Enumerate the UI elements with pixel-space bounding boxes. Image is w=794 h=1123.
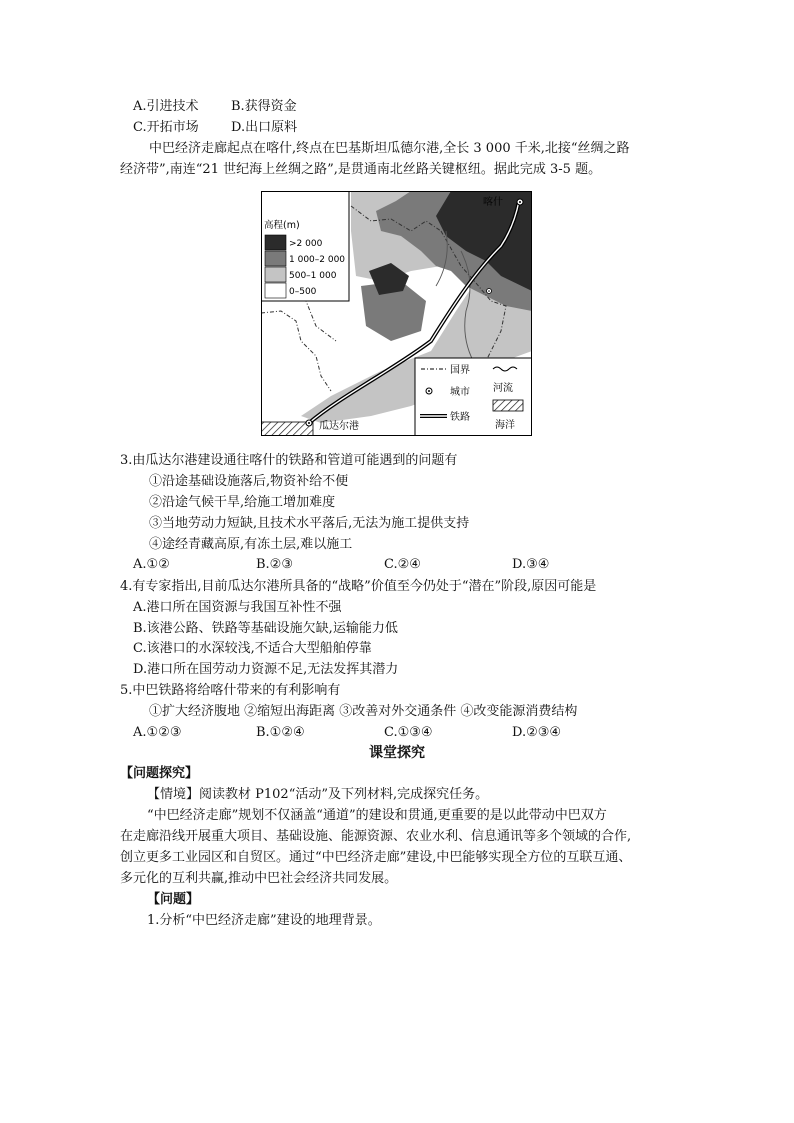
swatch-above-2000: [265, 235, 286, 250]
level-0-500: 0–500: [289, 287, 317, 297]
q3-item-1: ①沿途基础设施落后,物资补给不便: [149, 474, 349, 489]
legend-border-label: 国界: [450, 365, 470, 376]
corridor-map: [261, 191, 532, 436]
q3-item-4: ④途经青藏高原,有冻土层,难以施工: [149, 537, 353, 552]
q5-option-d: D.②③④: [512, 725, 562, 740]
legend-ocean-symbol: [493, 400, 523, 411]
question-1: 1.分析“中巴经济走廊”建设的地理背景。: [147, 913, 381, 928]
swatch-1000-2000: [265, 251, 286, 266]
q3-item-3: ③当地劳动力短缺,且技术水平落后,无法为施工提供支持: [149, 516, 470, 531]
q5-stem: 5.中巴铁路将给喀什带来的有利影响有: [120, 683, 341, 698]
symbol-legend: [415, 358, 532, 436]
q3-option-a: A.①②: [133, 557, 170, 572]
elevation-legend-title: 高程(m): [264, 220, 300, 231]
ocean-hatch: [261, 422, 313, 436]
intro-line-2: 经济带”,南连“21 世纪海上丝绸之路”,是贯通南北丝路关键枢纽。据此完成 3-5 题。: [120, 162, 602, 177]
q5-option-c: C.①③④: [384, 725, 433, 740]
option-b-prev: B.获得资金: [231, 99, 297, 114]
q5-option-b: B.①②④: [256, 725, 305, 740]
level-500-1000: 500–1 000: [289, 271, 337, 281]
q3-stem: 3.由瓜达尔港建设通往喀什的铁路和管道可能遇到的问题有: [120, 453, 458, 468]
section-title: 课堂探究: [369, 745, 425, 761]
material-line-4: 多元化的互利共赢,推动中巴社会经济共同发展。: [120, 871, 398, 886]
swatch-500-1000: [265, 267, 286, 282]
question-header: 【问题】: [147, 892, 200, 907]
city-kashgar-label: 喀什: [483, 197, 503, 208]
q4-option-c: C.该港口的水深较浅,不适合大型船舶停靠: [133, 641, 372, 656]
option-c-prev: C.开拓市场: [133, 120, 199, 135]
q3-item-2: ②沿途气候干旱,给施工增加难度: [149, 495, 336, 510]
swatch-0-500: [265, 283, 286, 298]
problem-header: 【问题探究】: [120, 766, 199, 781]
situation-text: 【情境】阅读教材 P102“活动”及下列材料,完成探究任务。: [147, 787, 489, 802]
elevation-legend: [261, 191, 349, 301]
city-gwadar-label: 瓜达尔港: [319, 421, 359, 432]
q3-option-b: B.②③: [256, 557, 293, 572]
q5-items: ①扩大经济腹地 ②缩短出海距离 ③改善对外交通条件 ④改变能源消费结构: [149, 704, 578, 719]
q4-stem: 4.有专家指出,目前瓜达尔港所具备的“战略”价值至今仍处于“潜在”阶段,原因可能是: [120, 579, 597, 594]
legend-city-label: 城市: [450, 387, 470, 398]
option-a-prev: A.引进技术: [133, 99, 199, 114]
q3-option-c: C.②④: [384, 557, 421, 572]
q5-option-a: A.①②③: [133, 725, 182, 740]
q3-option-d: D.③④: [512, 557, 550, 572]
q4-option-d: D.港口所在国劳动力资源不足,无法发挥其潜力: [133, 662, 399, 677]
intro-line-1: 中巴经济走廊起点在喀什,终点在巴基斯坦瓜德尔港,全长 3 000 千米,北接“丝绸之路: [149, 141, 630, 156]
material-line-1: “中巴经济走廊”规划不仅涵盖“通道”的建设和贯通,更重要的是以此带动中巴双方: [147, 808, 607, 823]
material-line-3: 创立更多工业园区和自贸区。通过“中巴经济走廊”建设,中巴能够实现全方位的互联互通、: [120, 850, 632, 865]
q4-option-a: A.港口所在国资源与我国互补性不强: [133, 600, 342, 615]
level-1000-2000: 1 000–2 000: [289, 255, 346, 265]
legend-ocean-label: 海洋: [495, 420, 515, 431]
option-d-prev: D.出口原料: [231, 120, 298, 135]
legend-river-label: 河流: [493, 383, 513, 394]
material-line-2: 在走廊沿线开展重大项目、基础设施、能源资源、农业水利、信息通讯等多个领域的合作,: [120, 829, 632, 844]
level-above-2000: >2 000: [289, 239, 323, 249]
q4-option-b: B.该港公路、铁路等基础设施欠缺,运输能力低: [133, 621, 398, 636]
legend-railway-label: 铁路: [450, 412, 470, 423]
